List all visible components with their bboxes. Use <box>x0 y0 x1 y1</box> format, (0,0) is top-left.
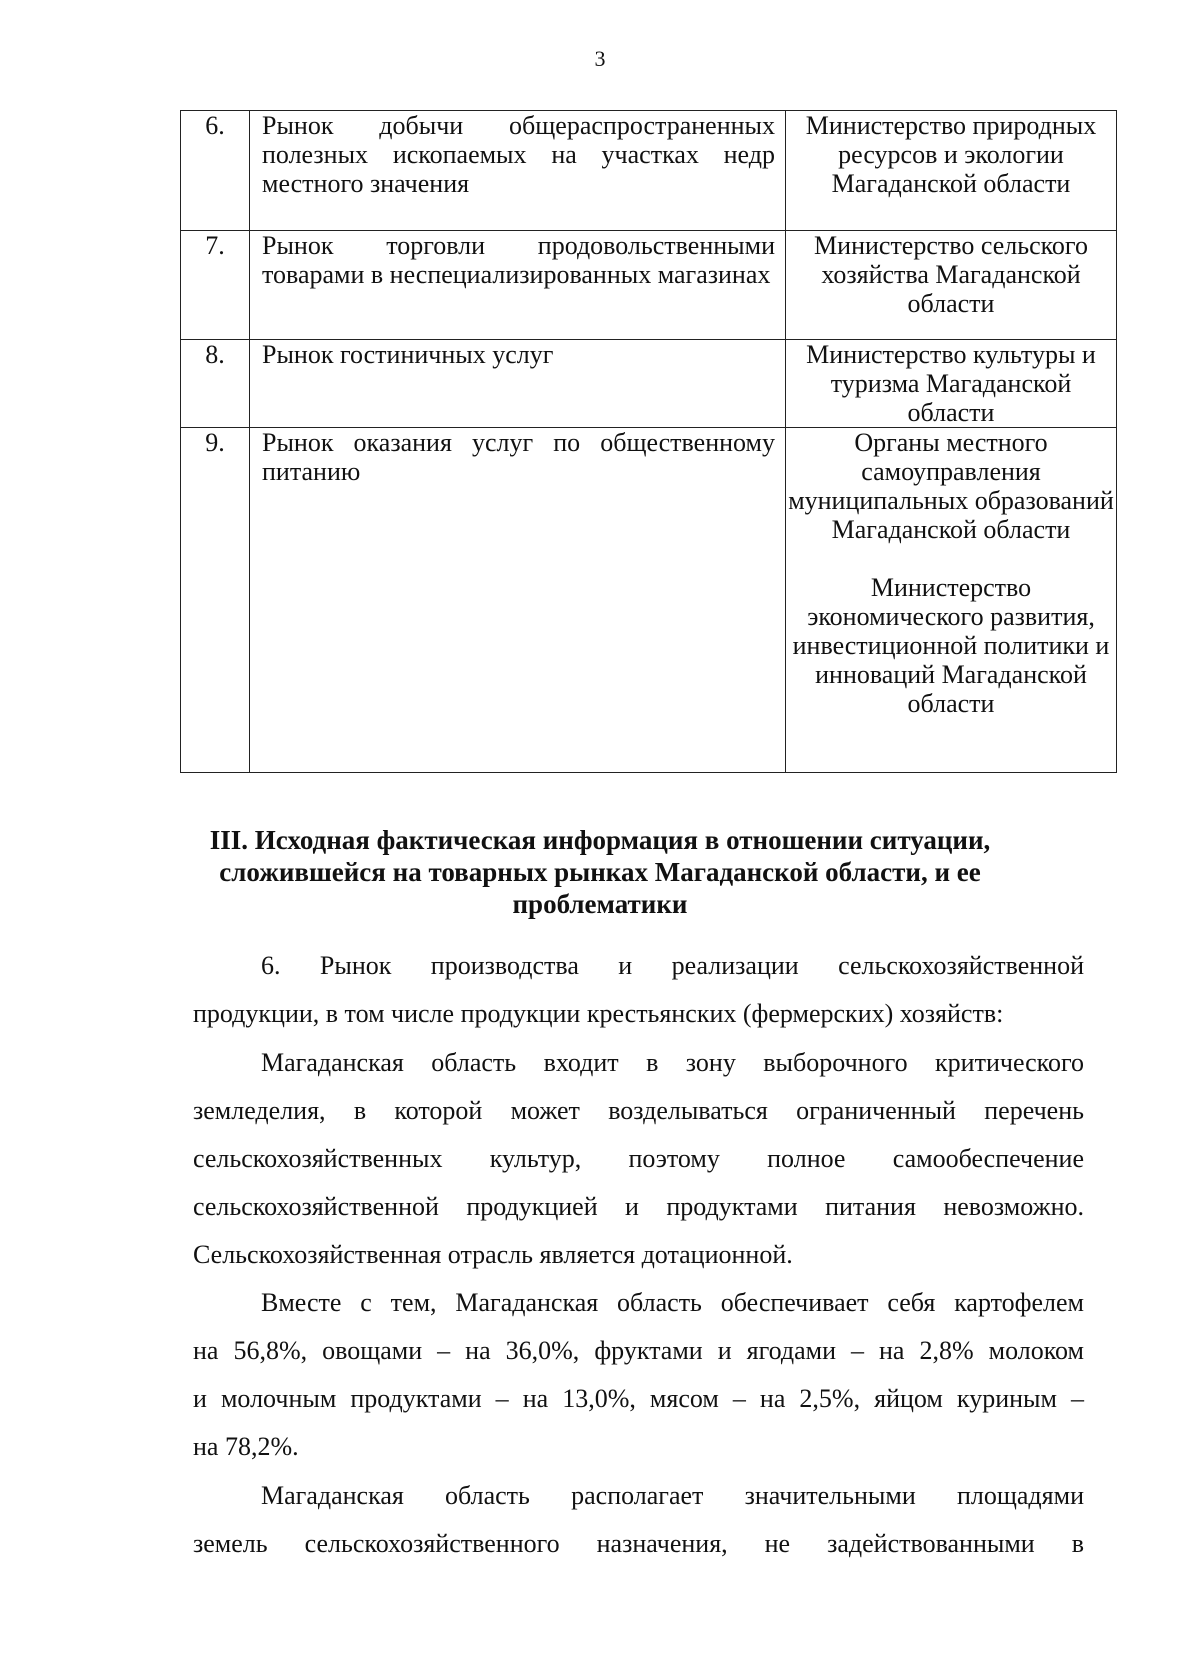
paragraph-line: сельскохозяйственных культур, поэтому полное самообеспечение <box>193 1144 1084 1173</box>
page-number: 3 <box>594 46 606 71</box>
ministry-text: Министерство культуры и туризма Магаданской области <box>806 340 1096 427</box>
ministry-text: Министерство сельского хозяйства Магаданской области <box>814 231 1088 318</box>
paragraph-line: земель сельскохозяйственного назначения, не задействованными в <box>193 1529 1084 1558</box>
paragraph-line: на 78,2%. <box>193 1432 299 1461</box>
section-title-line: III. Исходная фактическая информация в отношении ситуации, <box>209 825 991 855</box>
responsible-body <box>786 111 1117 231</box>
market-name: Рынок гостиничных услуг <box>250 340 786 428</box>
paragraph <box>193 1279 1084 1471</box>
section-title-line: сложившейся на товарных рынках Магаданской области, и ее <box>219 857 981 887</box>
paragraph-line: Вместе с тем, Магаданская область обеспечивает себя картофелем <box>261 1288 1084 1317</box>
markets-table <box>180 110 1117 773</box>
table-row <box>181 231 1117 340</box>
paragraph <box>193 1472 1084 1568</box>
ministry-text: Министерство экономического развития, инвестиционной политики и инноваций Магаданской области <box>792 573 1110 718</box>
responsible-body <box>786 340 1117 428</box>
paragraph-line: продукции, в том числе продукции крестьянских (фермерских) хозяйств: <box>193 999 1004 1028</box>
row-number: 7. <box>181 231 250 340</box>
paragraph-line: 6. Рынок производства и реализации сельскохозяйственной <box>261 951 1084 980</box>
paragraph-line: земледелия, в которой может возделываться ограниченный перечень <box>193 1096 1084 1125</box>
market-name: Рынок добычи общераспространенных полезных ископаемых на участках недр местного значения <box>250 111 786 231</box>
ministry-text: Органы местного самоуправления муниципальных образований Магаданской области <box>788 428 1114 544</box>
row-number: 8. <box>181 340 250 428</box>
table-row <box>181 111 1117 231</box>
paragraph-line: сельскохозяйственной продукцией и продуктами питания невозможно. <box>193 1192 1084 1221</box>
paragraph <box>193 1039 1084 1279</box>
market-name: Рынок торговли продовольственными товарами в неспециализированных магазинах <box>250 231 786 340</box>
table-row <box>181 428 1117 773</box>
paragraph-line: и молочным продуктами – на 13,0%, мясом – на 2,5%, яйцом куриным – <box>193 1384 1084 1413</box>
ministry-text: Министерство природных ресурсов и экологии Магаданской области <box>805 111 1097 198</box>
row-number: 9. <box>181 428 250 773</box>
paragraph-line: на 56,8%, овощами – на 36,0%, фруктами и ягодами – на 2,8% молоком <box>193 1336 1084 1365</box>
paragraph-line: Магаданская область входит в зону выборочного критического <box>261 1048 1084 1077</box>
responsible-body <box>786 231 1117 340</box>
paragraph-line: Сельскохозяйственная отрасль является дотационной. <box>193 1240 793 1269</box>
section-title <box>200 824 1000 920</box>
market-name: Рынок оказания услуг по общественному питанию <box>250 428 786 773</box>
row-number: 6. <box>181 111 250 231</box>
responsible-body <box>786 428 1117 773</box>
paragraph-line: Магаданская область располагает значительными площадями <box>261 1481 1084 1510</box>
section-title-line: проблематики <box>512 889 688 919</box>
paragraph <box>193 942 1084 1038</box>
table-row <box>181 340 1117 428</box>
